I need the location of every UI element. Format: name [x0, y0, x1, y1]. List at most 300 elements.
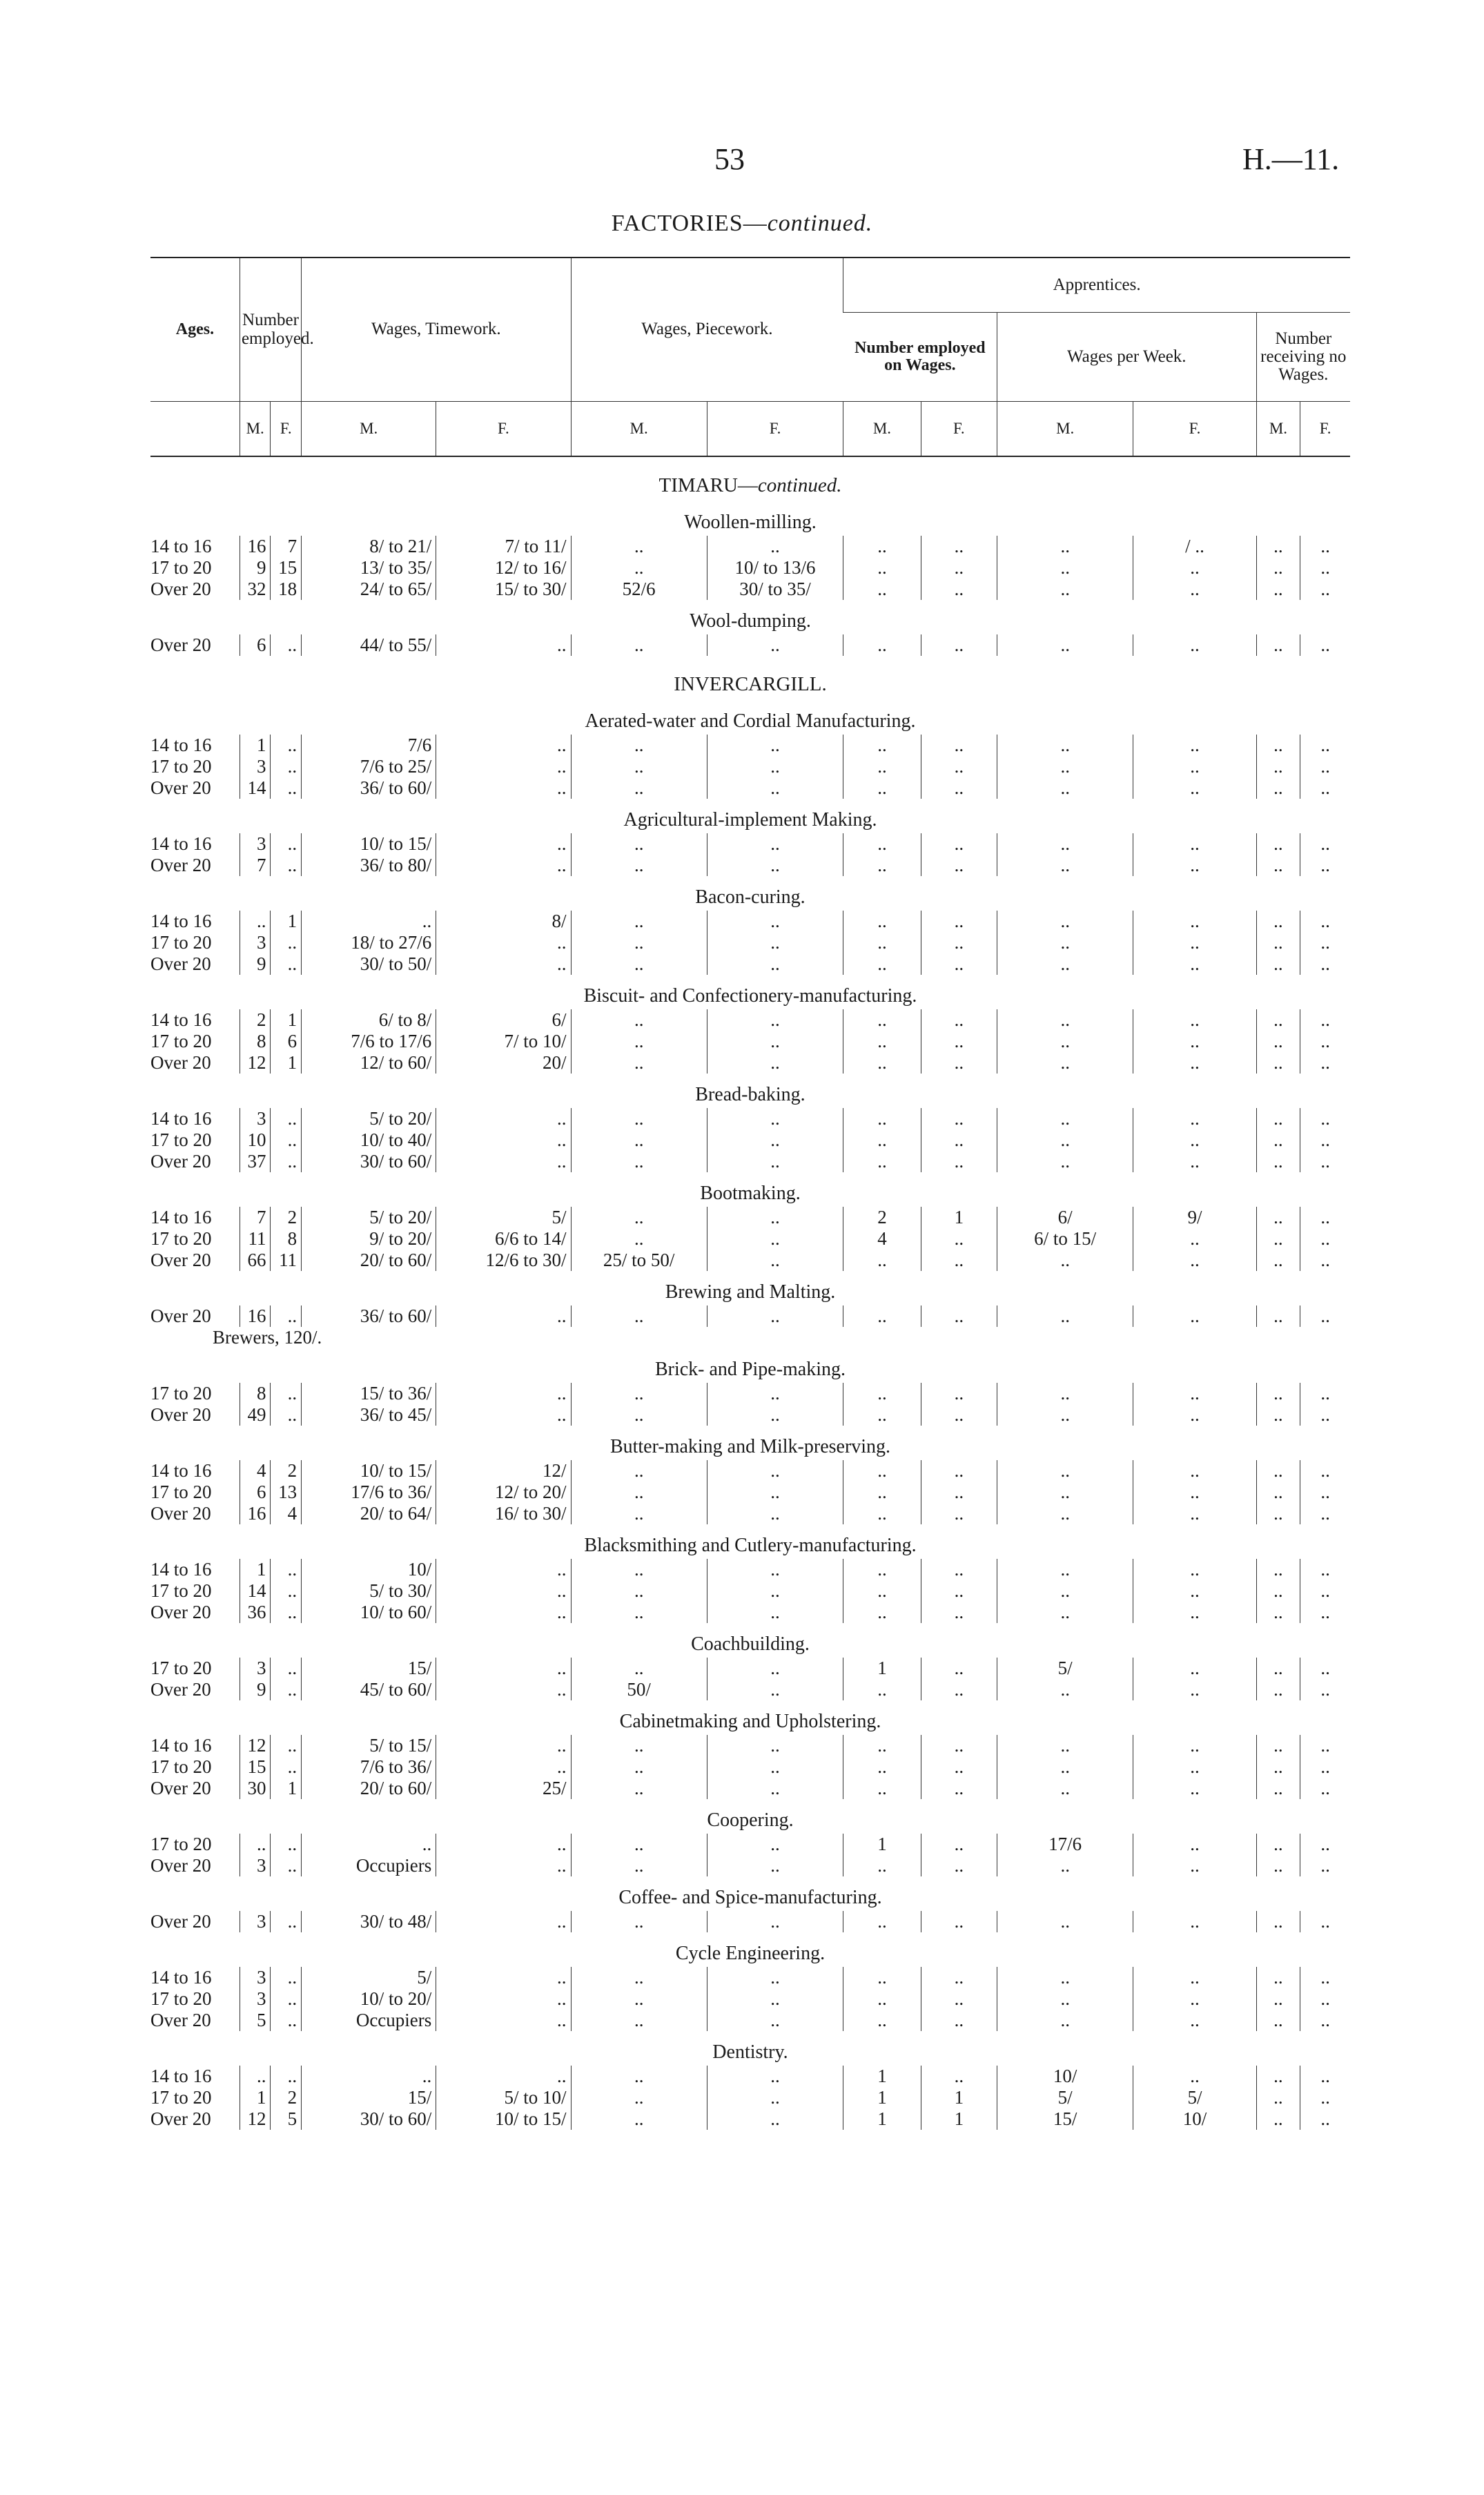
- table-cell: ..: [1256, 579, 1300, 600]
- table-cell: ..: [436, 833, 571, 855]
- age-cell: 17 to 20: [150, 932, 212, 953]
- table-cell: 10/: [302, 1559, 436, 1580]
- table-cell: 13/ to 35/: [302, 557, 436, 579]
- age-cell: 14 to 16: [150, 1460, 212, 1481]
- table-cell: ..: [271, 735, 302, 756]
- table-cell: ..: [1133, 579, 1256, 600]
- table-cell: ..: [1256, 1988, 1300, 2010]
- table-cell: ..: [707, 2087, 843, 2108]
- table-cell: 17/6: [997, 1834, 1133, 1855]
- table-cell: ..: [271, 1305, 302, 1327]
- table-cell: ..: [707, 756, 843, 777]
- table-cell: ..: [707, 1778, 843, 1799]
- header-blank: [150, 402, 240, 457]
- table-row: [150, 1778, 1350, 1799]
- table-row: [150, 1052, 1350, 1074]
- table-cell: 10/ to 15/: [302, 833, 436, 855]
- table-cell: ..: [436, 1756, 571, 1778]
- table-cell: 1: [843, 2108, 921, 2130]
- table-cell: ..: [271, 1602, 302, 1623]
- table-cell: ..: [997, 536, 1133, 557]
- table-cell: ..: [843, 634, 921, 656]
- table-cell: ..: [921, 1052, 997, 1074]
- table-cell: ..: [1133, 2066, 1256, 2087]
- table-cell: ..: [571, 1052, 707, 1074]
- table-cell: ..: [571, 911, 707, 932]
- table-cell: 8: [240, 1383, 271, 1404]
- table-cell: ..: [997, 1602, 1133, 1623]
- age-cell: Over 20: [150, 1911, 211, 1932]
- table-cell: ..: [843, 557, 921, 579]
- table-cell: ..: [571, 1559, 707, 1580]
- table-cell: 36/ to 60/: [302, 777, 436, 799]
- table-cell: ..: [571, 2010, 707, 2031]
- table-cell: 13: [271, 1482, 302, 1503]
- table-cell: ..: [921, 911, 997, 932]
- industry-heading: [150, 1074, 1350, 1108]
- table-cell: 3: [240, 932, 271, 953]
- industry-name: Cycle Engineering.: [675, 1942, 826, 1964]
- table-cell: ..: [707, 953, 843, 975]
- table-cell: ..: [436, 855, 571, 876]
- table-cell: ..: [707, 1503, 843, 1524]
- table-cell: 2: [271, 2087, 302, 2108]
- table-cell: ..: [1256, 1855, 1300, 1876]
- table-cell: ..: [571, 777, 707, 799]
- table-cell: ..: [1133, 1031, 1256, 1052]
- table-cell: ..: [1133, 1383, 1256, 1404]
- age-cell: Over 20: [150, 2108, 211, 2129]
- age-cell: 17 to 20: [150, 1580, 212, 1601]
- table-cell: ..: [1256, 1602, 1300, 1623]
- table-cell: ..: [707, 1735, 843, 1756]
- table-cell: ..: [921, 932, 997, 953]
- table-cell: ..: [302, 1834, 436, 1855]
- table-cell: ..: [1256, 1967, 1300, 1988]
- table-cell: ..: [1256, 2108, 1300, 2130]
- table-cell: 12: [240, 1735, 271, 1756]
- table-cell: ..: [1300, 777, 1350, 799]
- table-cell: ..: [707, 1228, 843, 1250]
- table-cell: 1: [921, 1207, 997, 1228]
- table-cell: ..: [1133, 1228, 1256, 1250]
- table-cell: ..: [1256, 1756, 1300, 1778]
- industry-name: Coachbuilding.: [691, 1633, 810, 1655]
- table-cell: 10/ to 40/: [302, 1129, 436, 1151]
- table-cell: 30/ to 60/: [302, 2108, 436, 2130]
- table-row: [150, 1009, 1350, 1031]
- table-cell: ..: [921, 1009, 997, 1031]
- page-number: 53: [714, 142, 745, 176]
- table-cell: 2: [271, 1460, 302, 1482]
- table-cell: ..: [1300, 1108, 1350, 1129]
- table-cell: ..: [707, 1404, 843, 1426]
- town-name: [150, 456, 1350, 501]
- table-cell: 9/: [1133, 1207, 1256, 1228]
- table-cell: ..: [436, 2066, 571, 2087]
- table-cell: ..: [997, 1580, 1133, 1602]
- table-cell: ..: [571, 833, 707, 855]
- table-cell: ..: [436, 1383, 571, 1404]
- table-cell: ..: [1133, 1580, 1256, 1602]
- table-cell: ..: [571, 1151, 707, 1172]
- table-cell: ..: [1300, 1735, 1350, 1756]
- table-cell: ..: [997, 777, 1133, 799]
- table-cell: ..: [1133, 1305, 1256, 1327]
- table-cell: 1: [843, 2087, 921, 2108]
- table-cell: ..: [1256, 1460, 1300, 1482]
- table-row: [150, 1383, 1350, 1404]
- table-cell: ..: [843, 1482, 921, 1503]
- table-cell: ..: [921, 1855, 997, 1876]
- age-cell: 17 to 20: [150, 1482, 212, 1502]
- table-cell: Occupiers: [302, 1855, 436, 1876]
- table-cell: ..: [571, 855, 707, 876]
- table-cell: 24/ to 65/: [302, 579, 436, 600]
- table-cell: ..: [843, 756, 921, 777]
- table-cell: 7: [271, 536, 302, 557]
- table-cell: ..: [1256, 1679, 1300, 1700]
- table-cell: ..: [271, 1679, 302, 1700]
- table-cell: ..: [436, 1580, 571, 1602]
- table-cell: ..: [1256, 557, 1300, 579]
- table-cell: 5/: [997, 2087, 1133, 2108]
- table-cell: 1: [921, 2087, 997, 2108]
- table-cell: ..: [1256, 911, 1300, 932]
- table-body: [150, 456, 1350, 2130]
- table-cell: ..: [921, 1228, 997, 1250]
- table-cell: ..: [707, 1658, 843, 1679]
- table-row: [150, 1855, 1350, 1876]
- table-cell: ..: [1300, 1228, 1350, 1250]
- table-cell: 9/ to 20/: [302, 1228, 436, 1250]
- table-cell: ..: [240, 2066, 271, 2087]
- table-cell: ..: [271, 1911, 302, 1932]
- table-cell: 17/6 to 36/: [302, 1482, 436, 1503]
- table-row: [150, 2010, 1350, 2031]
- table-cell: ..: [571, 2066, 707, 2087]
- table-cell: ..: [1256, 2066, 1300, 2087]
- table-cell: ..: [1300, 855, 1350, 876]
- table-cell: ..: [271, 932, 302, 953]
- table-cell: ..: [921, 557, 997, 579]
- table-cell: 37: [240, 1151, 271, 1172]
- table-cell: ..: [1133, 1108, 1256, 1129]
- table-cell: ..: [436, 953, 571, 975]
- table-cell: 14: [240, 777, 271, 799]
- table-cell: 6: [240, 634, 271, 656]
- table-cell: ..: [997, 1250, 1133, 1271]
- table-cell: 20/ to 64/: [302, 1503, 436, 1524]
- table-cell: ..: [707, 1052, 843, 1074]
- table-cell: ..: [1133, 1679, 1256, 1700]
- table-cell: 1: [271, 1778, 302, 1799]
- table-cell: ..: [997, 1559, 1133, 1580]
- table-cell: ..: [1256, 1129, 1300, 1151]
- industry-heading: [150, 1799, 1350, 1834]
- table-cell: 6/6 to 14/: [436, 1228, 571, 1250]
- table-cell: Occupiers: [302, 2010, 436, 2031]
- table-cell: ..: [1133, 911, 1256, 932]
- table-cell: ..: [571, 1735, 707, 1756]
- table-cell: 44/ to 55/: [302, 634, 436, 656]
- table-cell: ..: [843, 1129, 921, 1151]
- table-cell: ..: [707, 634, 843, 656]
- table-cell: ..: [843, 1305, 921, 1327]
- table-cell: ..: [997, 579, 1133, 600]
- table-row: [150, 777, 1350, 799]
- table-cell: ..: [1133, 1855, 1256, 1876]
- table-row: [150, 1129, 1350, 1151]
- table-cell: ..: [843, 1151, 921, 1172]
- table-cell: ..: [1300, 1503, 1350, 1524]
- table-cell: ..: [1256, 777, 1300, 799]
- table-cell: ..: [707, 536, 843, 557]
- industry-heading: [150, 799, 1350, 833]
- table-cell: ..: [1133, 1503, 1256, 1524]
- industry-heading: [150, 1700, 1350, 1735]
- table-cell: ..: [436, 1679, 571, 1700]
- table-cell: ..: [843, 911, 921, 932]
- table-cell: 7/6 to 25/: [302, 756, 436, 777]
- table-row: [150, 579, 1350, 600]
- table-cell: ..: [921, 1460, 997, 1482]
- table-cell: ..: [1256, 735, 1300, 756]
- table-cell: ..: [707, 1756, 843, 1778]
- table-row: [150, 1559, 1350, 1580]
- table-cell: ..: [571, 1911, 707, 1932]
- table-cell: 5/: [436, 1207, 571, 1228]
- table-cell: ..: [707, 833, 843, 855]
- table-cell: ..: [707, 1009, 843, 1031]
- table-cell: 5/: [302, 1967, 436, 1988]
- table-cell: ..: [1133, 1482, 1256, 1503]
- header-ages: Ages.: [150, 258, 240, 402]
- industry-heading: [150, 2031, 1350, 2066]
- table-cell: ..: [1133, 1834, 1256, 1855]
- table-cell: 5/ to 10/: [436, 2087, 571, 2108]
- age-cell: Over 20: [150, 1151, 211, 1172]
- table-cell: ..: [271, 1129, 302, 1151]
- table-cell: ..: [1300, 1383, 1350, 1404]
- table-cell: ..: [1300, 953, 1350, 975]
- table-cell: ..: [921, 1602, 997, 1623]
- table-cell: ..: [1300, 1658, 1350, 1679]
- table-cell: ..: [1256, 932, 1300, 953]
- age-cell: Over 20: [150, 855, 211, 875]
- table-row: [150, 911, 1350, 932]
- age-cell: 17 to 20: [150, 1228, 212, 1249]
- table-cell: ..: [1133, 855, 1256, 876]
- table-cell: 4: [843, 1228, 921, 1250]
- table-cell: ..: [240, 1834, 271, 1855]
- table-cell: 8: [240, 1031, 271, 1052]
- table-cell: ..: [436, 1602, 571, 1623]
- table-cell: ..: [571, 1855, 707, 1876]
- table-cell: ..: [921, 1778, 997, 1799]
- page-title-suffix: continued.: [767, 211, 873, 236]
- table-cell: ..: [1256, 1031, 1300, 1052]
- table-cell: 1: [240, 1559, 271, 1580]
- header-apprentices-number-on-wages: Number employed on Wages.: [855, 338, 986, 374]
- age-cell: 14 to 16: [150, 2066, 212, 2086]
- industry-heading: [150, 1348, 1350, 1383]
- table-cell: ..: [571, 1756, 707, 1778]
- table-cell: ..: [1133, 1658, 1256, 1679]
- table-cell: ..: [843, 1756, 921, 1778]
- table-cell: ..: [571, 756, 707, 777]
- age-cell: 17 to 20: [150, 1031, 212, 1051]
- table-cell: ..: [571, 1778, 707, 1799]
- table-cell: 12/ to 20/: [436, 1482, 571, 1503]
- table-cell: ..: [436, 1305, 571, 1327]
- table-cell: 15/ to 30/: [436, 579, 571, 600]
- table-cell: ..: [921, 536, 997, 557]
- table-cell: ..: [997, 1108, 1133, 1129]
- table-cell: 14: [240, 1580, 271, 1602]
- table-cell: ..: [1300, 932, 1350, 953]
- table-cell: ..: [921, 777, 997, 799]
- table-cell: ..: [997, 756, 1133, 777]
- table-row: [150, 1988, 1350, 2010]
- table-cell: ..: [707, 1305, 843, 1327]
- age-cell: Over 20: [150, 1602, 211, 1622]
- table-cell: 4: [271, 1503, 302, 1524]
- header-number-employed: Number employed.: [240, 258, 301, 402]
- table-cell: ..: [571, 557, 707, 579]
- table-cell: 8/: [436, 911, 571, 932]
- table-row: [150, 1679, 1350, 1700]
- table-cell: ..: [436, 1735, 571, 1756]
- table-cell: 3: [240, 1911, 271, 1932]
- table-row: [150, 855, 1350, 876]
- table-cell: 2: [240, 1009, 271, 1031]
- table-cell: ..: [843, 579, 921, 600]
- industry-name: Cabinetmaking and Upholstering.: [619, 1710, 881, 1732]
- table-cell: ..: [997, 1988, 1133, 2010]
- table-cell: ..: [1133, 1967, 1256, 1988]
- age-cell: 14 to 16: [150, 1108, 212, 1129]
- table-cell: ..: [707, 1031, 843, 1052]
- town-heading: [150, 456, 1350, 501]
- table-cell: ..: [921, 855, 997, 876]
- age-cell: Over 20: [150, 777, 211, 798]
- table-row: [150, 1404, 1350, 1426]
- industry-name: Bread-baking.: [695, 1083, 806, 1105]
- table-note: Brewers, 120/.: [213, 1327, 322, 1348]
- table-cell: ..: [1256, 855, 1300, 876]
- age-cell: Over 20: [150, 1052, 211, 1073]
- factories-wages-table: [150, 257, 1350, 2130]
- age-cell: 14 to 16: [150, 1207, 212, 1227]
- table-cell: ..: [843, 2010, 921, 2031]
- table-cell: ..: [997, 735, 1133, 756]
- table-cell: ..: [921, 735, 997, 756]
- table-cell: ..: [1300, 2010, 1350, 2031]
- table-cell: 5/ to 15/: [302, 1735, 436, 1756]
- table-cell: 5/ to 20/: [302, 1207, 436, 1228]
- table-row: [150, 2066, 1350, 2087]
- table-cell: ..: [997, 911, 1133, 932]
- table-cell: ..: [1300, 2087, 1350, 2108]
- table-cell: ..: [843, 1988, 921, 2010]
- table-cell: 1: [271, 1009, 302, 1031]
- table-cell: ..: [921, 1911, 997, 1932]
- table-cell: ..: [436, 1151, 571, 1172]
- table-cell: 2: [843, 1207, 921, 1228]
- table-cell: 10/ to 15/: [436, 2108, 571, 2130]
- table-row: [150, 1305, 1350, 1327]
- table-cell: 6/ to 8/: [302, 1009, 436, 1031]
- table-row: [150, 2087, 1350, 2108]
- table-cell: 18/ to 27/6: [302, 932, 436, 953]
- age-cell: 17 to 20: [150, 1658, 212, 1678]
- table-cell: ..: [436, 1988, 571, 2010]
- table-cell: ..: [997, 1129, 1133, 1151]
- table-cell: ..: [997, 1151, 1133, 1172]
- table-cell: ..: [1300, 557, 1350, 579]
- table-row: [150, 932, 1350, 953]
- table-cell: ..: [571, 1404, 707, 1426]
- table-cell: ..: [1256, 1250, 1300, 1271]
- table-cell: ..: [1256, 2010, 1300, 2031]
- table-row: [150, 1911, 1350, 1932]
- table-cell: ..: [707, 1679, 843, 1700]
- table-cell: ..: [707, 1602, 843, 1623]
- table-cell: ..: [997, 557, 1133, 579]
- table-cell: ..: [436, 777, 571, 799]
- age-cell: 14 to 16: [150, 833, 212, 854]
- town-heading: [150, 656, 1350, 700]
- table-cell: ..: [271, 634, 302, 656]
- table-cell: ..: [271, 1855, 302, 1876]
- table-cell: ..: [1133, 1129, 1256, 1151]
- table-cell: ..: [271, 1559, 302, 1580]
- table-cell: ..: [921, 579, 997, 600]
- table-cell: 10: [240, 1129, 271, 1151]
- table-cell: ..: [707, 1129, 843, 1151]
- table-cell: ..: [1256, 1151, 1300, 1172]
- table-row: [150, 1108, 1350, 1129]
- table-cell: ..: [997, 1503, 1133, 1524]
- table-cell: ..: [1133, 1988, 1256, 2010]
- industry-heading: [150, 700, 1350, 735]
- table-cell: ..: [271, 756, 302, 777]
- table-cell: 10/ to 15/: [302, 1460, 436, 1482]
- table-row: [150, 634, 1350, 656]
- table-cell: 5/ to 30/: [302, 1580, 436, 1602]
- table-cell: ..: [436, 634, 571, 656]
- industry-heading: [150, 600, 1350, 634]
- table-row: [150, 557, 1350, 579]
- table-cell: 5: [240, 2010, 271, 2031]
- header-f: F.: [271, 402, 302, 457]
- table-cell: 30/ to 35/: [707, 579, 843, 600]
- table-cell: ..: [1300, 2108, 1350, 2130]
- table-cell: ..: [843, 735, 921, 756]
- table-cell: 11: [271, 1250, 302, 1271]
- table-cell: ..: [707, 777, 843, 799]
- header-wages-piecework: Wages, Piecework.: [571, 258, 843, 402]
- age-cell: 14 to 16: [150, 536, 212, 556]
- town-name-text: INVERCARGILL.: [674, 672, 827, 695]
- table-cell: 20/: [436, 1052, 571, 1074]
- table-cell: ..: [843, 1911, 921, 1932]
- table-cell: ..: [843, 855, 921, 876]
- table-cell: ..: [997, 1031, 1133, 1052]
- table-cell: ..: [571, 1503, 707, 1524]
- table-row: [150, 1834, 1350, 1855]
